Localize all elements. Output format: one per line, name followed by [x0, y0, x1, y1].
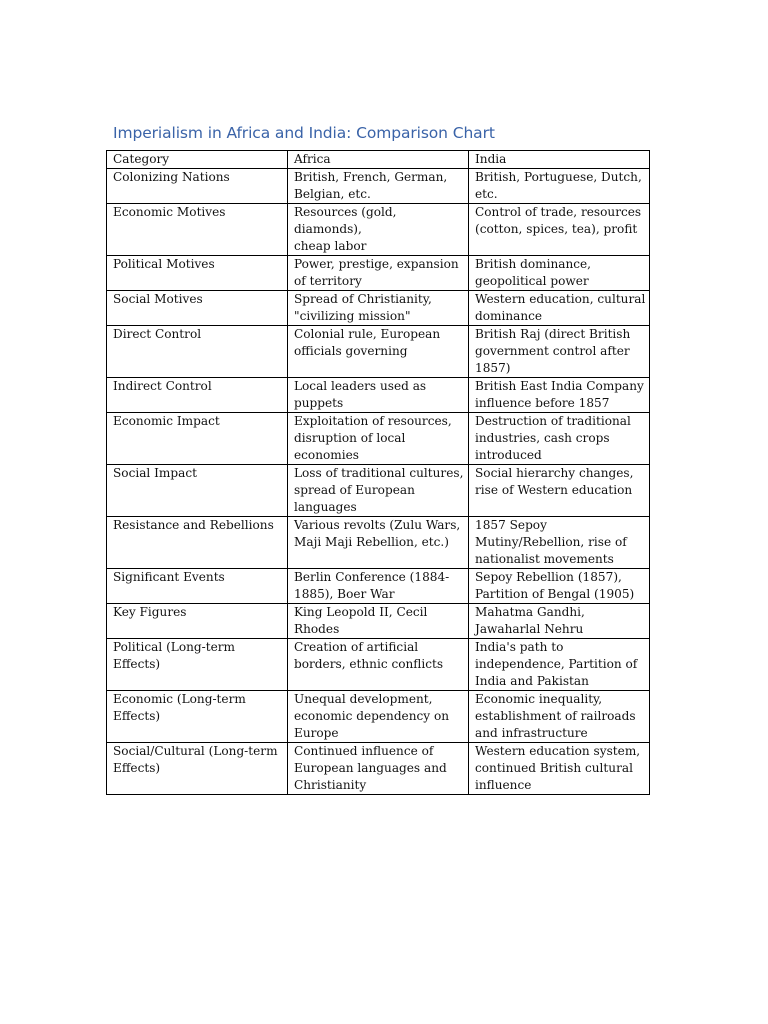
table-row — [107, 256, 650, 291]
table-cell-category: Economic Impact — [107, 413, 288, 465]
table-cell-category: Significant Events — [107, 569, 288, 604]
table-row — [107, 639, 650, 691]
table-cell-category: Economic Motives — [107, 204, 288, 256]
table-cell-africa: Resources (gold, diamonds), cheap labor — [288, 204, 469, 256]
table-body — [107, 151, 650, 795]
table-cell-india: Mahatma Gandhi, Jawaharlal Nehru — [469, 604, 650, 639]
table-cell-africa: Spread of Christianity, "civilizing mission" — [288, 291, 469, 326]
table-cell-africa: Exploitation of resources, disruption of local economies — [288, 413, 469, 465]
table-cell-india: Social hierarchy changes, rise of Western education — [469, 465, 650, 517]
document-title: Imperialism in Africa and India: Comparison Chart — [113, 124, 495, 142]
table-cell-africa: King Leopold II, Cecil Rhodes — [288, 604, 469, 639]
table-cell-category: Colonizing Nations — [107, 169, 288, 204]
table-cell-africa: Berlin Conference (1884- 1885), Boer War — [288, 569, 469, 604]
table-row — [107, 465, 650, 517]
table-row — [107, 413, 650, 465]
table-row — [107, 517, 650, 569]
table-cell-india: Western education system, continued British cultural influence — [469, 743, 650, 795]
table-cell-india: India's path to independence, Partition of India and Pakistan — [469, 639, 650, 691]
table-row — [107, 326, 650, 378]
table-row — [107, 569, 650, 604]
table-cell-india: British, Portuguese, Dutch, etc. — [469, 169, 650, 204]
table-cell-india: British East India Company influence before 1857 — [469, 378, 650, 413]
table-cell-category: Indirect Control — [107, 378, 288, 413]
table-cell-category: Resistance and Rebellions — [107, 517, 288, 569]
table-cell-india: Western education, cultural dominance — [469, 291, 650, 326]
table-header-row — [107, 151, 650, 169]
table-cell-africa: Power, prestige, expansion of territory — [288, 256, 469, 291]
table-cell-africa: British, French, German, Belgian, etc. — [288, 169, 469, 204]
table-cell-africa: Local leaders used as puppets — [288, 378, 469, 413]
table-cell-category: Social/Cultural (Long-term Effects) — [107, 743, 288, 795]
table-cell-category: Economic (Long-term Effects) — [107, 691, 288, 743]
table-cell-india: Economic inequality, establishment of railroads and infrastructure — [469, 691, 650, 743]
table-cell-africa: Creation of artificial borders, ethnic conflicts — [288, 639, 469, 691]
table-row — [107, 169, 650, 204]
table-cell-india: British Raj (direct British government control after 1857) — [469, 326, 650, 378]
table-cell-india: Destruction of traditional industries, cash crops introduced — [469, 413, 650, 465]
table-row — [107, 378, 650, 413]
table-cell-category: Political (Long-term Effects) — [107, 639, 288, 691]
table-row — [107, 204, 650, 256]
table-cell-africa: Colonial rule, European officials governing — [288, 326, 469, 378]
table-cell-category: Social Impact — [107, 465, 288, 517]
table-cell-category: Direct Control — [107, 326, 288, 378]
table-cell-category: Social Motives — [107, 291, 288, 326]
table-cell-africa: Various revolts (Zulu Wars, Maji Maji Rebellion, etc.) — [288, 517, 469, 569]
header-cell-category: Category — [107, 151, 288, 169]
table-cell-category: Key Figures — [107, 604, 288, 639]
comparison-table — [106, 150, 650, 795]
table-cell-india: Sepoy Rebellion (1857), Partition of Bengal (1905) — [469, 569, 650, 604]
table-cell-india: 1857 Sepoy Mutiny/Rebellion, rise of nationalist movements — [469, 517, 650, 569]
table-cell-india: Control of trade, resources (cotton, spices, tea), profit — [469, 204, 650, 256]
table-cell-africa: Unequal development, economic dependency on Europe — [288, 691, 469, 743]
header-cell-africa: Africa — [288, 151, 469, 169]
table-cell-africa: Continued influence of European languages and Christianity — [288, 743, 469, 795]
table-row — [107, 291, 650, 326]
table-cell-category: Political Motives — [107, 256, 288, 291]
table-cell-africa: Loss of traditional cultures, spread of European languages — [288, 465, 469, 517]
table-row — [107, 604, 650, 639]
table-row — [107, 743, 650, 795]
table-row — [107, 691, 650, 743]
header-cell-india: India — [469, 151, 650, 169]
table-cell-india: British dominance, geopolitical power — [469, 256, 650, 291]
